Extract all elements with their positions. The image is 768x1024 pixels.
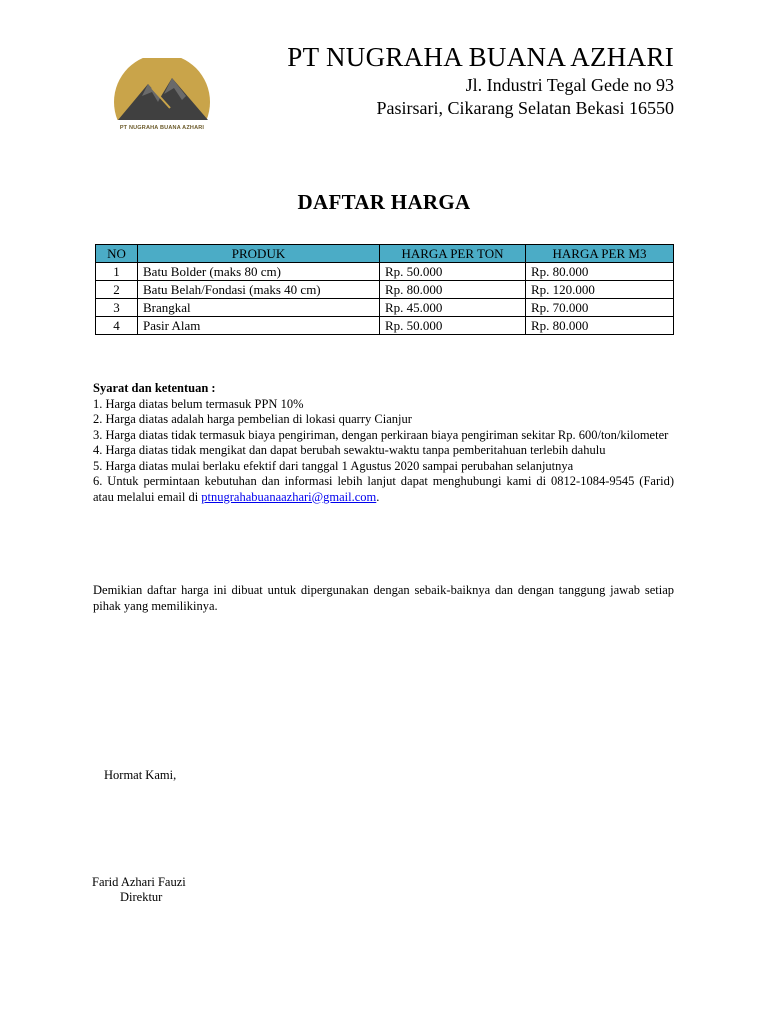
address-line-1: Jl. Industri Tegal Gede no 93 — [465, 75, 674, 95]
cell-price-m3: Rp. 80.000 — [526, 317, 674, 335]
cell-price-ton: Rp. 50.000 — [380, 317, 526, 335]
closing-paragraph: Demikian daftar harga ini dibuat untuk dipergunakan dengan sebaik-baiknya dan dengan tanggung jawab setiap pihak yang memilikinya. — [93, 583, 674, 613]
signer-name: Farid Azhari Fauzi — [92, 875, 186, 889]
table-header-row — [96, 245, 674, 263]
cell-product: Pasir Alam — [138, 317, 380, 335]
cell-no: 3 — [96, 299, 138, 317]
cell-product: Brangkal — [138, 299, 380, 317]
email-link[interactable]: ptnugrahabuanaazhari@gmail.com — [201, 489, 377, 504]
terms-title: Syarat dan ketentuan : — [93, 381, 216, 395]
cell-price-m3: Rp. 120.000 — [526, 281, 674, 299]
column-header-product: PRODUK — [138, 245, 380, 263]
cell-price-m3: Rp. 80.000 — [526, 263, 674, 281]
table-row — [96, 317, 674, 335]
contact-text: 6. Untuk permintaan kebutuhan dan informasi lebih lanjut dapat menghubungi kami di 0812-1084-9545 (Farid) atau melalui email di — [93, 474, 674, 504]
cell-no: 4 — [96, 317, 138, 335]
cell-product: Batu Bolder (maks 80 cm) — [138, 263, 380, 281]
logo-caption: PT NUGRAHA BUANA AZHARI — [119, 125, 205, 131]
cell-price-ton: Rp. 45.000 — [380, 299, 526, 317]
address-line-2: Pasirsari, Cikarang Selatan Bekasi 16550 — [376, 98, 674, 118]
cell-no: 1 — [96, 263, 138, 281]
terms-section — [93, 381, 674, 505]
table-row — [96, 263, 674, 281]
company-name: PT NUGRAHA BUANA AZHARI — [287, 42, 674, 72]
price-table — [95, 244, 674, 335]
terms-item: 5. Harga diatas mulai berlaku efektif dari tanggal 1 Agustus 2020 sampai perubahan selanjutnya — [93, 458, 574, 473]
document-title: DAFTAR HARGA — [297, 190, 471, 214]
terms-item-contact — [93, 474, 674, 505]
cell-no: 2 — [96, 281, 138, 299]
table-row — [96, 299, 674, 317]
terms-item: 4. Harga diatas tidak mengikat dan dapat berubah sewaktu-waktu tanpa pemberitahuan terlebih dahulu — [93, 443, 606, 457]
signer-position: Direktur — [120, 890, 163, 904]
cell-product: Batu Belah/Fondasi (maks 40 cm) — [138, 281, 380, 299]
terms-item: 2. Harga diatas adalah harga pembelian di lokasi quarry Cianjur — [93, 412, 412, 426]
column-header-price-m3: HARGA PER M3 — [526, 245, 674, 263]
contact-suffix: . — [376, 489, 380, 504]
cell-price-m3: Rp. 70.000 — [526, 299, 674, 317]
regards-text: Hormat Kami, — [104, 768, 177, 782]
terms-item: 1. Harga diatas belum termasuk PPN 10% — [93, 396, 304, 411]
table-row — [96, 281, 674, 299]
terms-item: 3. Harga diatas tidak termasuk biaya pengiriman, dengan perkiraan biaya pengiriman sekitar Rp. 600/ton/kilometer — [93, 427, 669, 442]
column-header-price-ton: HARGA PER TON — [380, 245, 526, 263]
cell-price-ton: Rp. 50.000 — [380, 263, 526, 281]
column-header-no: NO — [96, 245, 138, 263]
cell-price-ton: Rp. 80.000 — [380, 281, 526, 299]
